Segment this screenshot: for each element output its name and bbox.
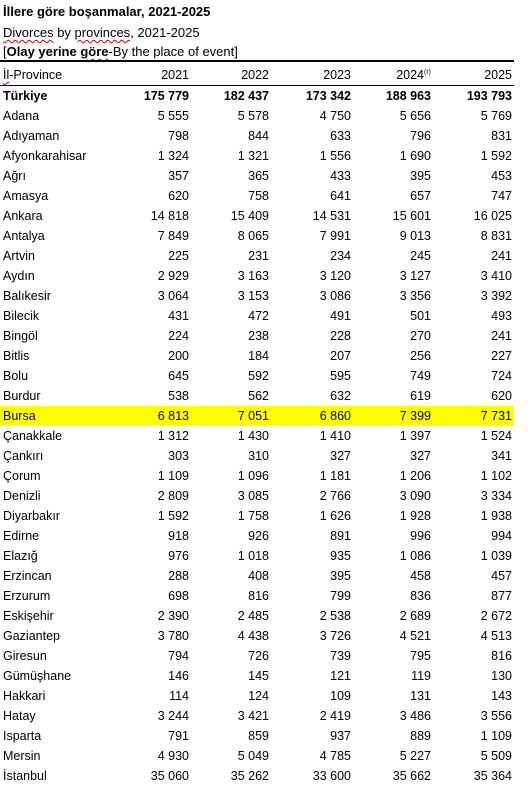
value-2022: 35 262 — [230, 769, 269, 783]
province-name: İstanbul — [3, 769, 47, 783]
value-2025: 453 — [491, 169, 512, 183]
province-name: Diyarbakır — [3, 509, 60, 523]
value-2023: 2 538 — [319, 609, 351, 623]
subtitle-word-divorces: Divorces — [3, 25, 54, 40]
province-name: Burdur — [3, 389, 41, 403]
value-2021: 645 — [168, 369, 189, 383]
value-2025: 1 524 — [480, 429, 512, 443]
value-2022: 1 018 — [237, 549, 269, 563]
value-2024: 15 601 — [392, 209, 431, 223]
value-2023: 395 — [330, 569, 351, 583]
value-2025: 3 556 — [480, 709, 512, 723]
column-header-2024 — [396, 66, 431, 84]
value-2023: 1 410 — [319, 429, 351, 443]
table-row — [0, 646, 514, 666]
note-rest: -By the place of event] — [108, 44, 238, 59]
value-2024: 327 — [410, 449, 431, 463]
value-2023: 109 — [330, 689, 351, 703]
value-2023: 228 — [330, 329, 351, 343]
value-2022: 231 — [248, 249, 269, 263]
table-row — [0, 206, 514, 226]
value-2021: 1 312 — [157, 429, 189, 443]
value-2022: 3 085 — [237, 489, 269, 503]
value-2022: 15 409 — [230, 209, 269, 223]
province-name: Gümüşhane — [3, 669, 72, 683]
province-name: Balıkesir — [3, 289, 51, 303]
province-name: Bolu — [3, 369, 29, 383]
province-name: Amasya — [3, 189, 49, 203]
province-name: Elazığ — [3, 549, 38, 563]
table-row — [0, 566, 514, 586]
value-2024: 1 086 — [399, 549, 431, 563]
value-2025: 3 410 — [480, 269, 512, 283]
value-2025: 7 731 — [480, 409, 512, 423]
value-2023: 491 — [330, 309, 351, 323]
province-name: Adıyaman — [3, 129, 60, 143]
value-2024: 501 — [410, 309, 431, 323]
value-2025: 5 509 — [480, 749, 512, 763]
value-2023: 937 — [330, 729, 351, 743]
province-name: Bursa — [3, 409, 36, 423]
value-2025: 747 — [491, 189, 512, 203]
value-2021: 794 — [168, 649, 189, 663]
column-header-province — [3, 66, 62, 84]
province-name: Adana — [3, 109, 40, 123]
value-2025: 3 334 — [480, 489, 512, 503]
value-2022: 472 — [248, 309, 269, 323]
value-2022: 7 051 — [237, 409, 269, 423]
value-2022: 816 — [248, 589, 269, 603]
value-2022: 5 578 — [237, 109, 269, 123]
table-row — [0, 526, 514, 546]
value-2023: 3 086 — [319, 289, 351, 303]
province-name: Antalya — [3, 229, 45, 243]
value-2024: 5 227 — [399, 749, 431, 763]
value-2021: 798 — [168, 129, 189, 143]
value-2025: 16 025 — [473, 209, 512, 223]
value-2025: 724 — [491, 369, 512, 383]
value-2021: 2 390 — [157, 609, 189, 623]
value-2025: 1 039 — [480, 549, 512, 563]
value-2024: 245 — [410, 249, 431, 263]
value-2022: 926 — [248, 529, 269, 543]
column-header-row — [0, 66, 514, 84]
value-2025: 5 769 — [480, 109, 512, 123]
value-2024: 458 — [410, 569, 431, 583]
value-2022: 1 096 — [237, 469, 269, 483]
province-name: Eskişehir — [3, 609, 54, 623]
province-name: Mersin — [3, 749, 41, 763]
value-2021: 357 — [168, 169, 189, 183]
value-2024: 1 397 — [399, 429, 431, 443]
table-row — [0, 126, 514, 146]
value-2021: 918 — [168, 529, 189, 543]
value-2024: 1 928 — [399, 509, 431, 523]
value-2023: 935 — [330, 549, 351, 563]
table-row — [0, 406, 514, 426]
province-name: Hakkari — [3, 689, 46, 703]
table-row — [0, 326, 514, 346]
value-2021: 2 809 — [157, 489, 189, 503]
table-row — [0, 546, 514, 566]
table-row — [0, 386, 514, 406]
value-2021: 225 — [168, 249, 189, 263]
table-row — [0, 466, 514, 486]
province-name: Giresun — [3, 649, 47, 663]
column-header-il: İl — [3, 68, 10, 82]
table-row — [0, 666, 514, 686]
value-2025: 241 — [491, 249, 512, 263]
value-2022: 2 485 — [237, 609, 269, 623]
province-name: Hatay — [3, 709, 36, 723]
value-2021: 791 — [168, 729, 189, 743]
value-2021: 620 — [168, 189, 189, 203]
province-name: Çankırı — [3, 449, 44, 463]
value-2022: 1 430 — [237, 429, 269, 443]
value-2021: 14 818 — [150, 209, 189, 223]
value-2024: 3 090 — [399, 489, 431, 503]
value-2024: 657 — [410, 189, 431, 203]
value-2023: 799 — [330, 589, 351, 603]
value-2023: 3 726 — [319, 629, 351, 643]
value-2022: 1 321 — [237, 149, 269, 163]
value-2022: 758 — [248, 189, 269, 203]
value-2023: 14 531 — [312, 209, 351, 223]
table-row — [0, 86, 514, 106]
province-name: Ankara — [3, 209, 43, 223]
column-header-2021: 2021 — [161, 68, 189, 82]
value-2022: 3 153 — [237, 289, 269, 303]
value-2021: 288 — [168, 569, 189, 583]
value-2021: 3 244 — [157, 709, 189, 723]
value-2025: 620 — [491, 389, 512, 403]
value-2021: 35 060 — [150, 769, 189, 783]
table-row — [0, 266, 514, 286]
value-2025: 1 938 — [480, 509, 512, 523]
value-2021: 3 064 — [157, 289, 189, 303]
value-2023: 1 556 — [319, 149, 351, 163]
table-row — [0, 506, 514, 526]
value-2024: 2 689 — [399, 609, 431, 623]
table-row — [0, 286, 514, 306]
value-2022: 365 — [248, 169, 269, 183]
table-row — [0, 306, 514, 326]
value-2022: 5 049 — [237, 749, 269, 763]
province-name: Ağrı — [3, 169, 26, 183]
value-2021: 1 324 — [157, 149, 189, 163]
table-row — [0, 706, 514, 726]
value-2022: 408 — [248, 569, 269, 583]
value-2023: 632 — [330, 389, 351, 403]
value-2024: 35 662 — [392, 769, 431, 783]
value-2024: 1 690 — [399, 149, 431, 163]
value-2025: 816 — [491, 649, 512, 663]
value-2021: 538 — [168, 389, 189, 403]
province-name: Erzincan — [3, 569, 52, 583]
column-header-2025: 2025 — [484, 68, 512, 82]
value-2023: 1 626 — [319, 509, 351, 523]
province-name: Aydın — [3, 269, 35, 283]
header-top-rule — [0, 60, 514, 62]
value-2022: 592 — [248, 369, 269, 383]
value-2023: 891 — [330, 529, 351, 543]
table-row — [0, 246, 514, 266]
value-2024: 3 127 — [399, 269, 431, 283]
table-row — [0, 726, 514, 746]
value-2022: 4 438 — [237, 629, 269, 643]
value-2022: 726 — [248, 649, 269, 663]
table-row — [0, 226, 514, 246]
table-row — [0, 486, 514, 506]
value-2022: 562 — [248, 389, 269, 403]
value-2021: 976 — [168, 549, 189, 563]
value-2023: 641 — [330, 189, 351, 203]
value-2022: 182 437 — [223, 89, 269, 103]
province-name: Erzurum — [3, 589, 51, 603]
value-2024: 889 — [410, 729, 431, 743]
value-2023: 1 181 — [319, 469, 351, 483]
table-row — [0, 346, 514, 366]
value-2025: 143 — [491, 689, 512, 703]
value-2025: 994 — [491, 529, 512, 543]
province-name: Edirne — [3, 529, 40, 543]
value-2024: 119 — [411, 669, 431, 683]
column-header-2024-year: 2024 — [396, 68, 424, 82]
value-2023: 4 750 — [319, 109, 351, 123]
value-2022: 3 421 — [237, 709, 269, 723]
value-2021: 224 — [168, 329, 189, 343]
province-name: Isparta — [3, 729, 42, 743]
value-2023: 327 — [330, 449, 351, 463]
value-2022: 844 — [248, 129, 269, 143]
province-name: Çorum — [3, 469, 41, 483]
value-2025: 241 — [491, 329, 512, 343]
table-row — [0, 146, 514, 166]
value-2024: 256 — [410, 349, 431, 363]
province-name: Gaziantep — [3, 629, 60, 643]
value-2024: 7 399 — [399, 409, 431, 423]
value-2024: 996 — [410, 529, 431, 543]
value-2021: 2 929 — [157, 269, 189, 283]
value-2024: 795 — [410, 649, 431, 663]
value-2022: 8 065 — [237, 229, 269, 243]
table-row — [0, 366, 514, 386]
value-2024: 796 — [410, 129, 431, 143]
value-2022: 238 — [248, 329, 269, 343]
value-2022: 310 — [248, 449, 269, 463]
value-2022: 1 758 — [237, 509, 269, 523]
province-name: Denizli — [3, 489, 41, 503]
value-2021: 114 — [169, 689, 189, 703]
value-2023: 3 120 — [319, 269, 351, 283]
value-2025: 877 — [491, 589, 512, 603]
value-2021: 200 — [168, 349, 189, 363]
table-row — [0, 766, 514, 786]
value-2024: 5 656 — [399, 109, 431, 123]
value-2025: 493 — [491, 309, 512, 323]
value-2021: 1 592 — [157, 509, 189, 523]
value-2024: 836 — [410, 589, 431, 603]
subtitle-text: by — [53, 25, 75, 40]
province-name: Türkiye — [3, 89, 48, 103]
table-row — [0, 586, 514, 606]
value-2021: 7 849 — [157, 229, 189, 243]
value-2024: 3 486 — [399, 709, 431, 723]
value-2022: 124 — [248, 689, 269, 703]
value-2024: 3 356 — [399, 289, 431, 303]
value-2023: 633 — [330, 129, 351, 143]
note-open-bracket: [ — [3, 44, 7, 59]
value-2023: 4 785 — [319, 749, 351, 763]
value-2025: 2 672 — [480, 609, 512, 623]
value-2021: 146 — [168, 669, 189, 683]
province-name: Bilecik — [3, 309, 40, 323]
value-2023: 2 419 — [319, 709, 351, 723]
value-2025: 3 392 — [480, 289, 512, 303]
table-row — [0, 686, 514, 706]
value-2025: 831 — [491, 129, 512, 143]
value-2025: 8 831 — [480, 229, 512, 243]
value-2025: 457 — [491, 569, 512, 583]
value-2023: 7 991 — [319, 229, 351, 243]
value-2022: 859 — [248, 729, 269, 743]
table-row — [0, 606, 514, 626]
value-2025: 35 364 — [473, 769, 512, 783]
note-word-gore: göre — [80, 44, 109, 59]
table-row — [0, 106, 514, 126]
value-2021: 431 — [168, 309, 189, 323]
table-note — [3, 43, 238, 60]
value-2021: 5 555 — [157, 109, 189, 123]
value-2023: 595 — [330, 369, 351, 383]
province-name: Afyonkarahisar — [3, 149, 87, 163]
value-2025: 1 109 — [480, 729, 512, 743]
table-row — [0, 186, 514, 206]
table-row — [0, 746, 514, 766]
subtitle-word-provinces: provinces — [74, 25, 131, 40]
subtitle-years: , 2021-2025 — [130, 25, 200, 40]
province-name: Çanakkale — [3, 429, 63, 443]
value-2024: 270 — [410, 329, 431, 343]
value-2024: 1 206 — [399, 469, 431, 483]
value-2024: 619 — [410, 389, 431, 403]
table-title: İllere göre boşanmalar, 2021-2025 — [3, 4, 211, 19]
table-row — [0, 166, 514, 186]
column-header-province-suffix: -Province — [9, 68, 63, 82]
value-2021: 4 930 — [157, 749, 189, 763]
value-2022: 145 — [248, 669, 269, 683]
table-row — [0, 446, 514, 466]
value-2023: 2 766 — [319, 489, 351, 503]
table-row — [0, 426, 514, 446]
value-2021: 175 779 — [143, 89, 189, 103]
value-2023: 6 860 — [319, 409, 351, 423]
value-2023: 207 — [330, 349, 351, 363]
value-2023: 121 — [330, 669, 351, 683]
value-2025: 130 — [491, 669, 512, 683]
value-2024: 9 013 — [399, 229, 431, 243]
value-2022: 3 163 — [237, 269, 269, 283]
province-name: Artvin — [3, 249, 35, 263]
value-2023: 173 342 — [305, 89, 351, 103]
value-2023: 739 — [330, 649, 351, 663]
value-2022: 184 — [248, 349, 269, 363]
value-2023: 234 — [330, 249, 351, 263]
value-2025: 227 — [491, 349, 512, 363]
table-subtitle — [3, 24, 200, 41]
value-2025: 1 102 — [480, 469, 512, 483]
value-2021: 3 780 — [157, 629, 189, 643]
value-2023: 433 — [330, 169, 351, 183]
value-2024: 749 — [410, 369, 431, 383]
value-2024: 395 — [410, 169, 431, 183]
value-2021: 698 — [168, 589, 189, 603]
value-2024: 4 521 — [399, 629, 431, 643]
value-2024: 188 963 — [385, 89, 431, 103]
value-2021: 303 — [168, 449, 189, 463]
province-name: Bitlis — [3, 349, 30, 363]
value-2025: 4 513 — [480, 629, 512, 643]
value-2023: 33 600 — [312, 769, 351, 783]
value-2025: 341 — [491, 449, 512, 463]
value-2025: 1 592 — [480, 149, 512, 163]
value-2021: 1 109 — [157, 469, 189, 483]
column-header-2023: 2023 — [323, 68, 351, 82]
value-2025: 193 793 — [466, 89, 512, 103]
value-2021: 6 813 — [157, 409, 189, 423]
table-row — [0, 626, 514, 646]
column-header-2022: 2022 — [241, 68, 269, 82]
footnote-mark: (r) — [424, 68, 431, 76]
note-bold-text: Olay yerine — [6, 44, 81, 59]
province-name: Bingöl — [3, 329, 38, 343]
value-2024: 131 — [410, 689, 431, 703]
